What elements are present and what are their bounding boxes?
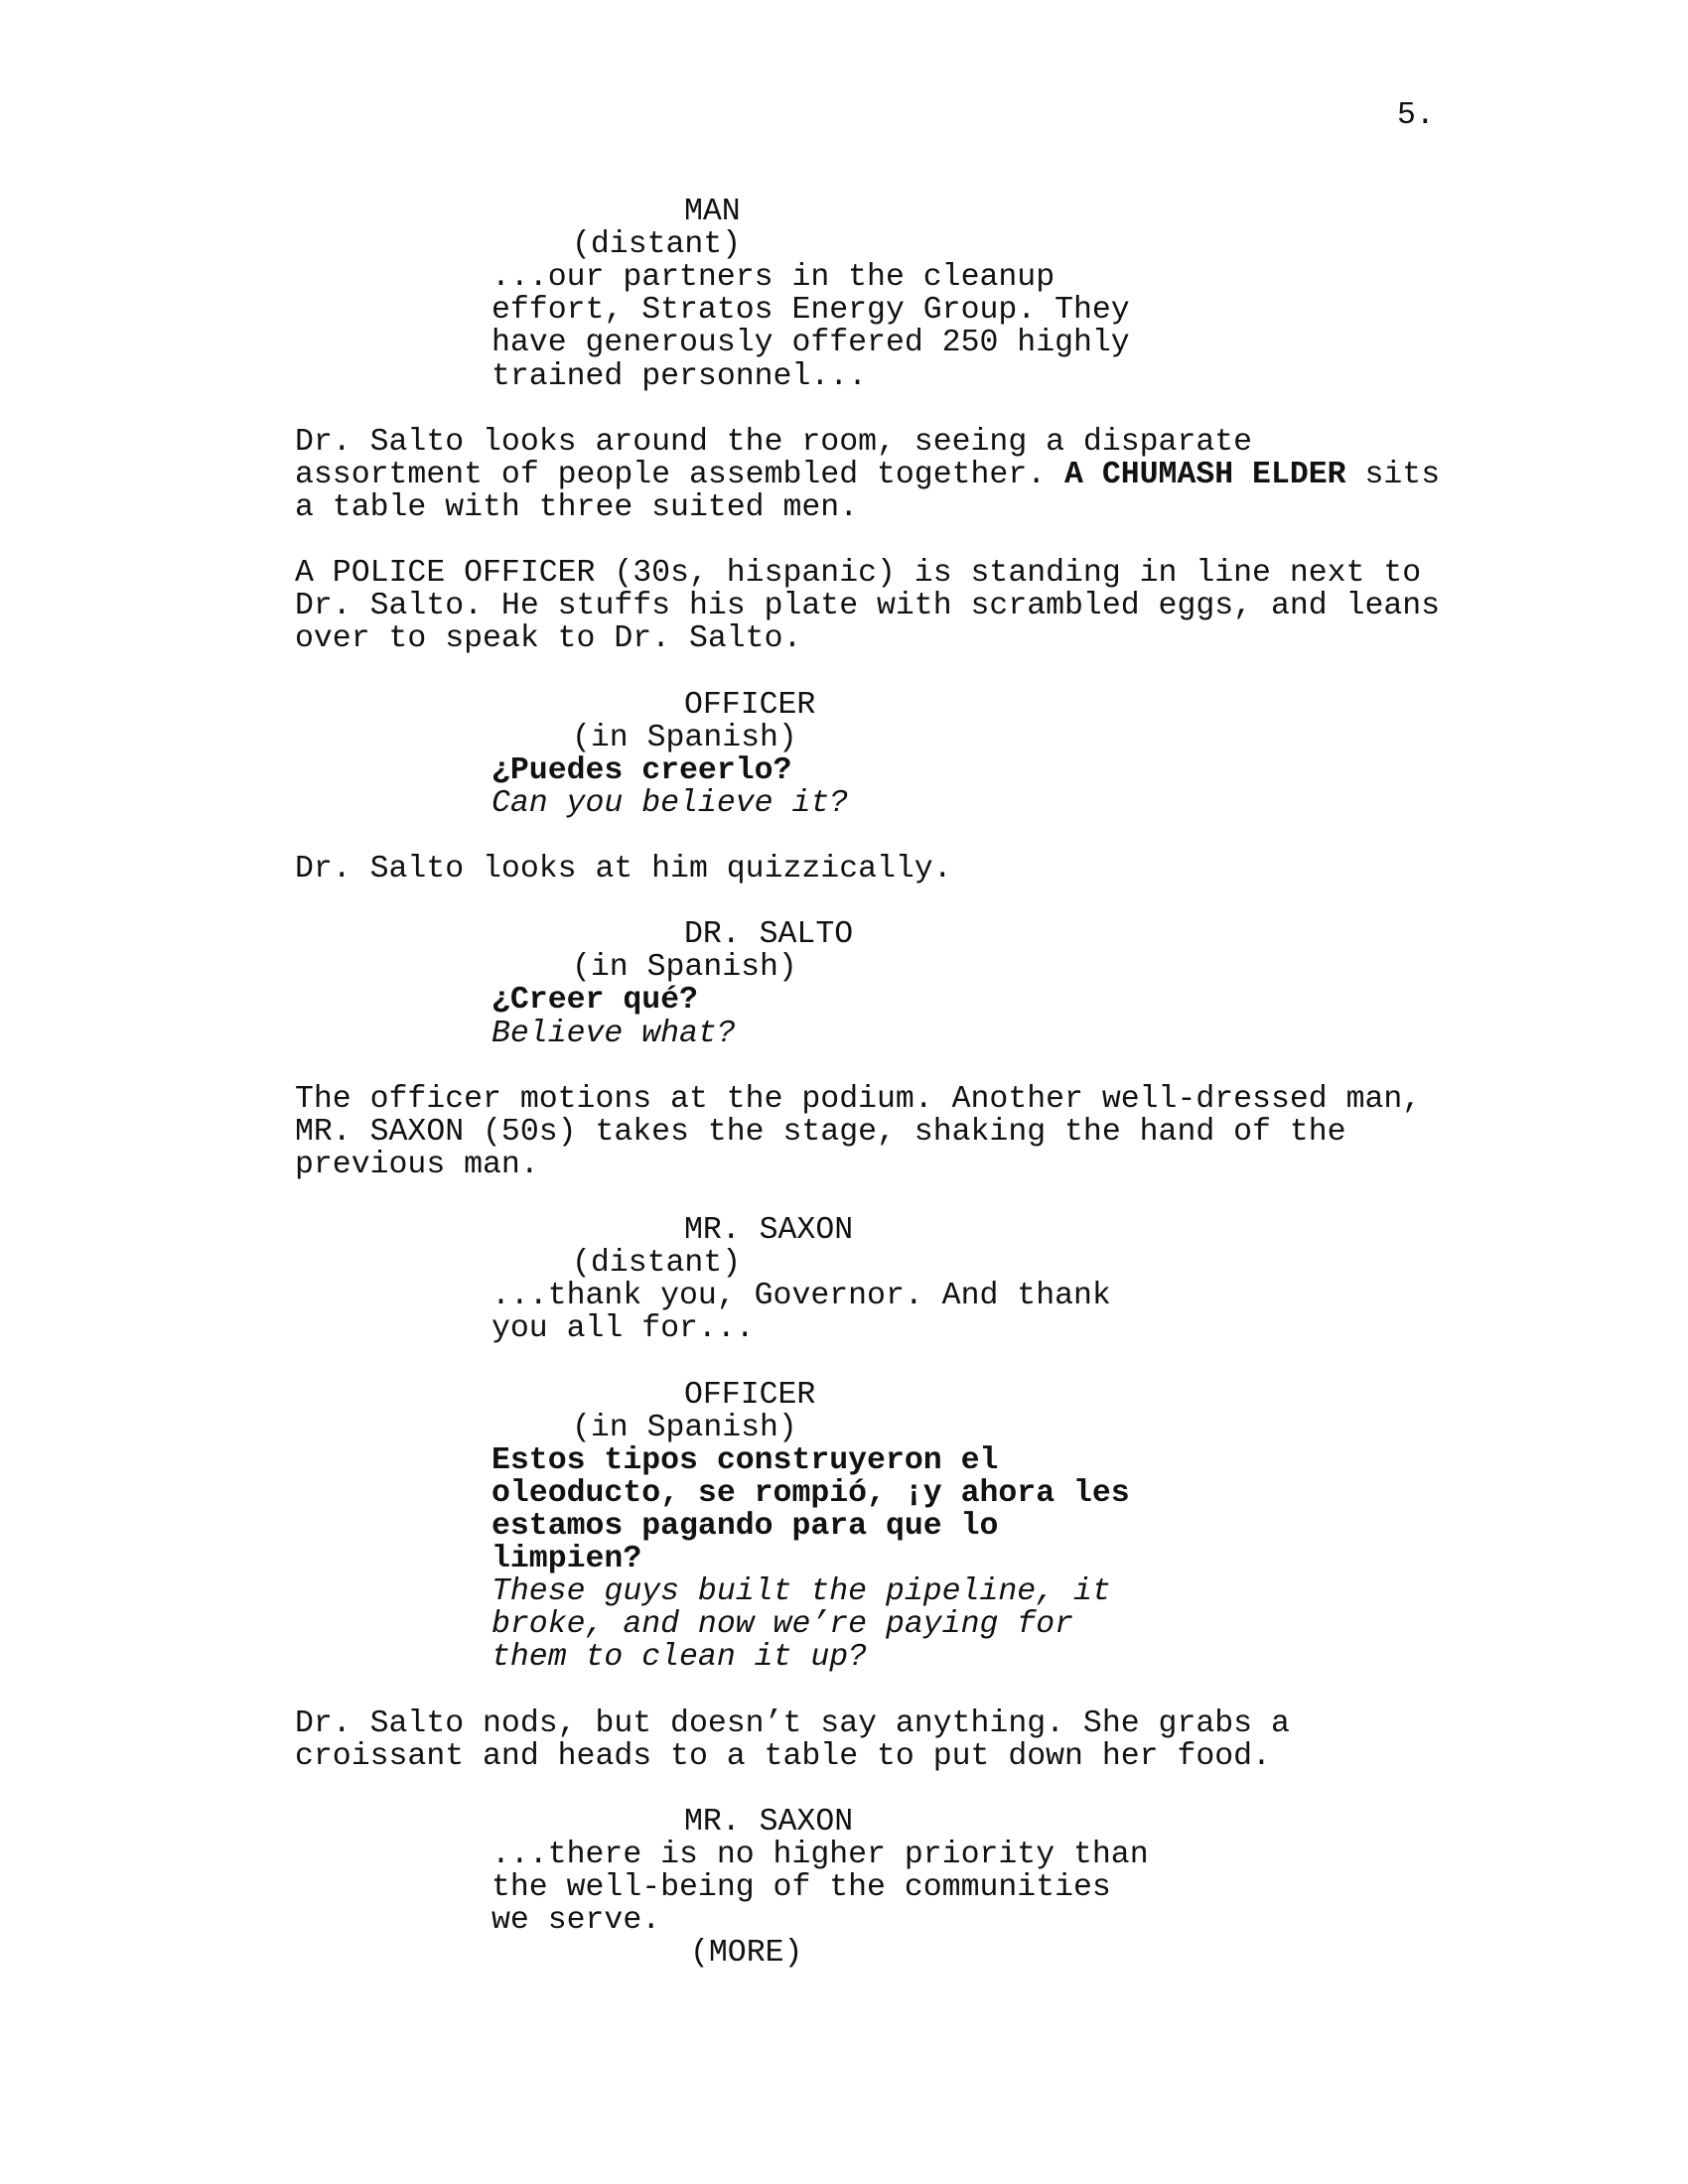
- action-line: [295, 426, 1252, 459]
- action-line: [295, 459, 1440, 491]
- action-line: [295, 1149, 539, 1181]
- dialogue-line: have generously offered 250 highly: [492, 326, 1130, 360]
- dialogue-line: ...there is no higher priority than: [492, 1838, 1149, 1872]
- character-name: MR. SAXON: [684, 1805, 854, 1840]
- action-text: Dr. Salto. He stuffs his plate with scrambled eggs, and leans: [295, 589, 1441, 623]
- dialogue-line: you all for...: [492, 1311, 755, 1346]
- dialogue-line: Believe what?: [492, 1017, 736, 1051]
- action-line: [295, 1083, 1421, 1116]
- dialogue-line: the well-being of the communities: [492, 1870, 1111, 1905]
- dialogue-line: ...our partners in the cleanup: [492, 260, 1055, 295]
- action-text: assortment of people assembled together.: [295, 458, 1065, 492]
- action-text: Dr. Salto looks at him quizzically.: [295, 852, 952, 887]
- action-line: [295, 557, 1421, 590]
- action-line: [295, 1740, 1271, 1773]
- action-text: MR. SAXON (50s) takes the stage, shaking the hand of the: [295, 1115, 1346, 1150]
- action-text: The officer motions at the podium. Another well-dressed man,: [295, 1082, 1422, 1117]
- character-name: MAN: [684, 195, 741, 229]
- action-text: croissant and heads to a table to put down her food.: [295, 1739, 1271, 1774]
- action-line: [295, 622, 801, 655]
- action-text: previous man.: [295, 1148, 539, 1182]
- action-line: [295, 491, 858, 524]
- dialogue-line: limpien?: [492, 1542, 642, 1576]
- action-text: a table with three suited men.: [295, 490, 859, 525]
- parenthetical: (in Spanish): [572, 1411, 797, 1445]
- action-text: sits: [1345, 458, 1441, 492]
- action-line: [295, 1116, 1346, 1149]
- dialogue-line: trained personnel...: [492, 359, 868, 394]
- dialogue-line: effort, Stratos Energy Group. They: [492, 293, 1130, 328]
- parenthetical: (distant): [572, 1246, 742, 1281]
- character-name: DR. SALTO: [684, 917, 854, 952]
- action-text: A POLICE OFFICER (30s, hispanic) is standing in line next to: [295, 556, 1422, 591]
- dialogue-line: broke, and now we’re paying for: [492, 1607, 1073, 1642]
- dialogue-line: ¿Puedes creerlo?: [492, 753, 792, 788]
- character-name: OFFICER: [684, 1378, 816, 1413]
- action-line: [295, 853, 952, 886]
- character-name: OFFICER: [684, 688, 816, 723]
- character-introduction: A CHUMASH ELDER: [1064, 458, 1346, 492]
- parenthetical: (in Spanish): [572, 950, 797, 985]
- dialogue-line: Estos tipos construyeron el: [492, 1443, 999, 1478]
- parenthetical: (distant): [572, 227, 742, 262]
- action-text: Dr. Salto nods, but doesn’t say anything. She grabs a: [295, 1706, 1290, 1741]
- action-line: [295, 1707, 1290, 1740]
- action-line: [295, 590, 1440, 622]
- more-marker: (MORE): [690, 1936, 803, 1971]
- character-name: MR. SAXON: [684, 1213, 854, 1248]
- dialogue-line: ¿Creer qué?: [492, 983, 698, 1018]
- dialogue-line: ...thank you, Governor. And thank: [492, 1279, 1111, 1313]
- dialogue-line: we serve.: [492, 1903, 661, 1938]
- dialogue-line: These guys built the pipeline, it: [492, 1574, 1111, 1609]
- page-number: 5.: [1397, 98, 1435, 133]
- parenthetical: (in Spanish): [572, 721, 797, 755]
- action-text: Dr. Salto looks around the room, seeing a disparate: [295, 425, 1253, 460]
- dialogue-line: oleoducto, se rompió, ¡y ahora les: [492, 1476, 1130, 1511]
- dialogue-line: them to clean it up?: [492, 1640, 868, 1675]
- dialogue-line: estamos pagando para que lo: [492, 1509, 999, 1544]
- dialogue-line: Can you believe it?: [492, 786, 849, 821]
- action-text: over to speak to Dr. Salto.: [295, 621, 802, 656]
